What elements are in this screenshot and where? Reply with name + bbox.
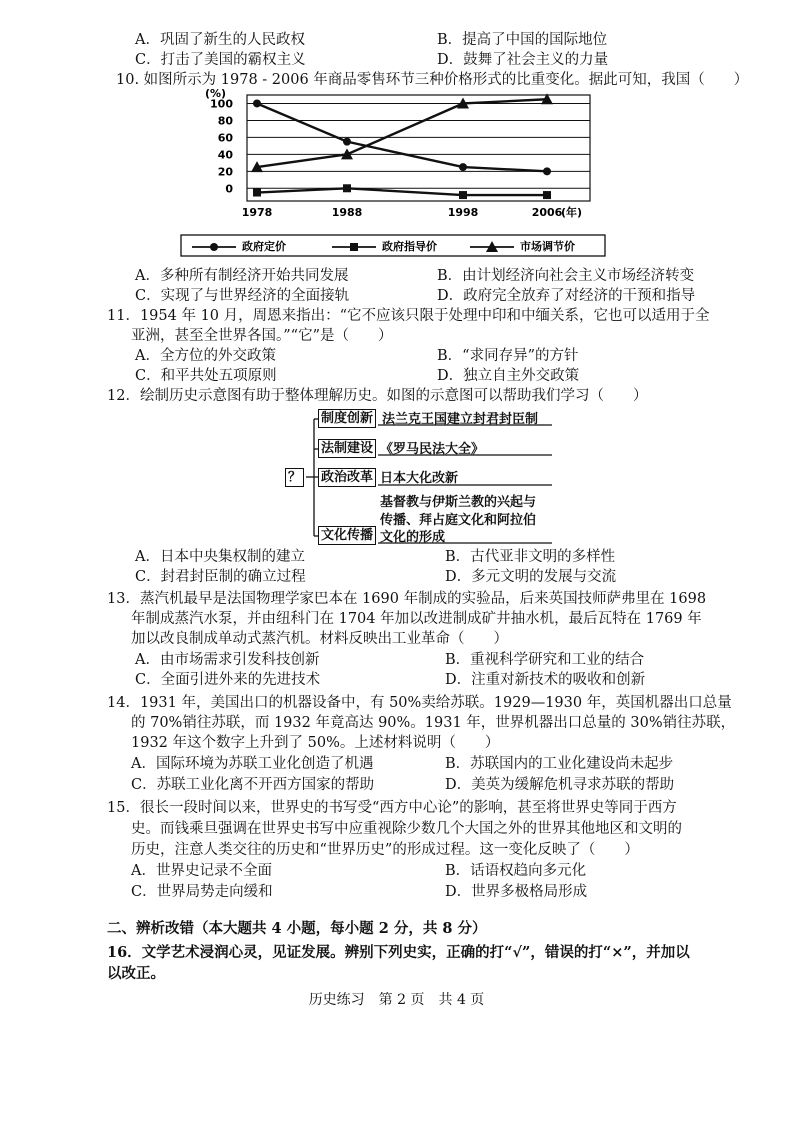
q13-option-d: D．注重对新技术的吸收和创新 [445,672,646,688]
x-tick-label: 1988 [331,206,363,219]
data-point-circle [343,138,351,146]
diagram-tag-institution: 制度创新 [318,409,376,428]
q12-option-d: D．多元文明的发展与交流 [445,569,617,585]
x-tick-label: 1978 [241,206,273,219]
x-tick-label: 2006 [531,206,563,219]
diagram-text-feudal: 法兰克王国建立封君封臣制 [382,412,539,427]
data-point-square [253,189,261,197]
x-tick-label: 1998 [447,206,479,219]
y-tick-label: 40 [217,148,233,162]
legend-label: 政府定价 [242,240,286,253]
q12-option-c: C．封君封臣制的确立过程 [135,569,306,585]
q15-option-c: C．世界局势走向缓和 [131,884,273,900]
data-point-circle [253,99,261,107]
chart-x-ticks [242,206,563,219]
diagram-text-taika: 日本大化改新 [380,471,459,486]
chart-x-unit-label: (年) [561,206,583,219]
q15-stem-line3: 历史，注意人类交往的历史和“世界历史”的形成过程。这一变化反映了（ ） [131,842,639,858]
q14-option-c: C．苏联工业化离不开西方国家的帮助 [131,777,375,793]
series-line [257,99,547,167]
q10-stem: 10. 如图所示为 1978 - 2006 年商品零售环节三种价格形式的比重变化。据此可知，我国（ ） [116,72,749,88]
q14-stem-line1: 14．1931 年，美国出口的机器设备中，有 50%卖给苏联。1929—1930 年，英国机器出口总量 [107,695,732,711]
q12-diagram [280,405,560,545]
q12-option-b: B．古代亚非文明的多样性 [445,549,616,565]
q15-option-a: A．世界史记录不全面 [131,863,272,879]
diagram-tag-legal: 法制建设 [318,439,376,458]
q9-option-d: D．鼓舞了社会主义的力量 [437,52,609,68]
q11-stem-line1: 11．1954 年 10 月，周恩来指出：“它不应该只限于处理中印和中缅关系，它也可以适用于全 [107,308,710,324]
diagram-tag-culture: 文化传播 [318,526,376,545]
diagram-text-roman-law: 《罗马民法大全》 [380,442,485,457]
legend-label: 政府指导价 [382,240,437,253]
data-point-square [350,243,358,251]
series-square [253,184,551,199]
data-point-circle [459,163,467,171]
q9-option-c: C．打击了美国的霸权主义 [135,52,306,68]
chart-y-unit-label: (%) [205,88,227,100]
q10-option-d: D．政府完全放弃了对经济的干预和指导 [437,288,696,304]
diagram-tag-political: 政治改革 [318,468,376,487]
q10-option-b: B．由计划经济向社会主义市场经济转变 [437,268,695,284]
series-triangle [251,93,553,172]
chart-grid [247,95,590,201]
data-point-square [459,191,467,199]
q11-option-a: A．全方位的外交政策 [135,348,276,364]
chart-legend [180,233,607,259]
q13-option-b: B．重视科学研究和工业的结合 [445,652,645,668]
page-footer: 历史练习 第 2 页 共 4 页 [308,992,485,1008]
diagram-text-culture-2: 传播、拜占庭文化和阿拉伯 [380,513,537,528]
section2-heading: 二、辨析改错（本大题共 4 小题，每小题 2 分，共 8 分） [107,920,487,937]
series-line [257,188,547,195]
chart-series [251,93,553,199]
y-tick-label: 60 [217,131,233,145]
y-tick-label: 0 [225,182,233,196]
q15-stem-line2: 史。而钱乘旦强调在世界史书写中应重视除少数几个大国之外的世界其他地区和文明的 [131,821,682,837]
q11-stem-line2: 亚洲，甚至全世界各国。”“它”是（ ） [131,328,393,344]
q9-option-b: B．提高了中国的国际地位 [437,32,608,48]
q14-stem-line3: 1932 年这个数字上升到了 50%。上述材料说明（ ） [131,735,500,751]
data-point-circle [543,167,551,175]
q15-stem-line1: 15．很长一段时间以来，世界史的书写受“西方中心论”的影响，甚至将世界史等同于西方 [107,800,677,816]
q15-option-b: B．话语权趋向多元化 [445,863,587,879]
q12-option-a: A．日本中央集权制的建立 [135,549,305,565]
legend-label: 市场调节价 [520,240,575,253]
q10-option-a: A．多种所有制经济开始共同发展 [135,268,349,284]
chart-y-ticks [210,97,233,195]
q14-option-b: B．苏联国内的工业化建设尚未起步 [445,756,674,772]
q14-stem-line2: 的 70%销往苏联，而 1932 年竟高达 90%。1931 年，世界机器出口总量的 30%销往苏联， [131,715,736,731]
q10-option-c: C．实现了与世界经济的全面接轨 [135,288,350,304]
q15-option-d: D．世界多极格局形成 [445,884,588,900]
y-tick-label: 80 [217,114,233,128]
q14-option-a: A．国际环境为苏联工业化创造了机遇 [131,756,374,772]
data-point-circle [210,243,218,251]
q9-option-a: A．巩固了新生的人民政权 [135,32,305,48]
chart-frame [247,95,590,201]
y-tick-label: 100 [210,97,233,111]
diagram-center-question: ？ [285,468,304,487]
q12-stem: 12．绘制历史示意图有助于整体理解历史。如图的示意图可以帮助我们学习（ ） [107,388,648,404]
data-point-square [543,191,551,199]
q14-option-d: D．美英为缓解危机寻求苏联的帮助 [445,777,675,793]
data-point-square [343,184,351,192]
q13-stem-line3: 加以改良制成单动式蒸汽机。材料反映出工业革命（ ） [131,631,508,647]
diagram-text-culture-1: 基督教与伊斯兰教的兴起与 [380,495,537,510]
q13-stem-line1: 13．蒸汽机最早是法国物理学家巴本在 1690 年制成的实验品，后来英国技师萨弗里在 1698 [107,591,707,607]
q13-option-a: A．由市场需求引发科技创新 [135,652,320,668]
q13-stem-line2: 年制成蒸汽水泵，并由纽科门在 1704 年加以改进制成矿井抽水机，最后瓦特在 1769 年 [131,611,702,627]
y-tick-label: 20 [217,165,233,179]
q13-option-c: C．全面引进外来的先进技术 [135,672,321,688]
q11-option-c: C．和平共处五项原则 [135,368,277,384]
q11-option-b: B．“求同存异”的方针 [437,348,579,364]
diagram-text-culture-3: 文化的形成 [380,530,446,545]
q16-line2: 以改正。 [107,965,165,982]
q16-line1: 16．文学艺术浸润心灵，见证发展。辨别下列史实，正确的打“√”，错误的打“×”，并加以 [107,944,690,961]
q11-option-d: D．独立自主外交政策 [437,368,580,384]
